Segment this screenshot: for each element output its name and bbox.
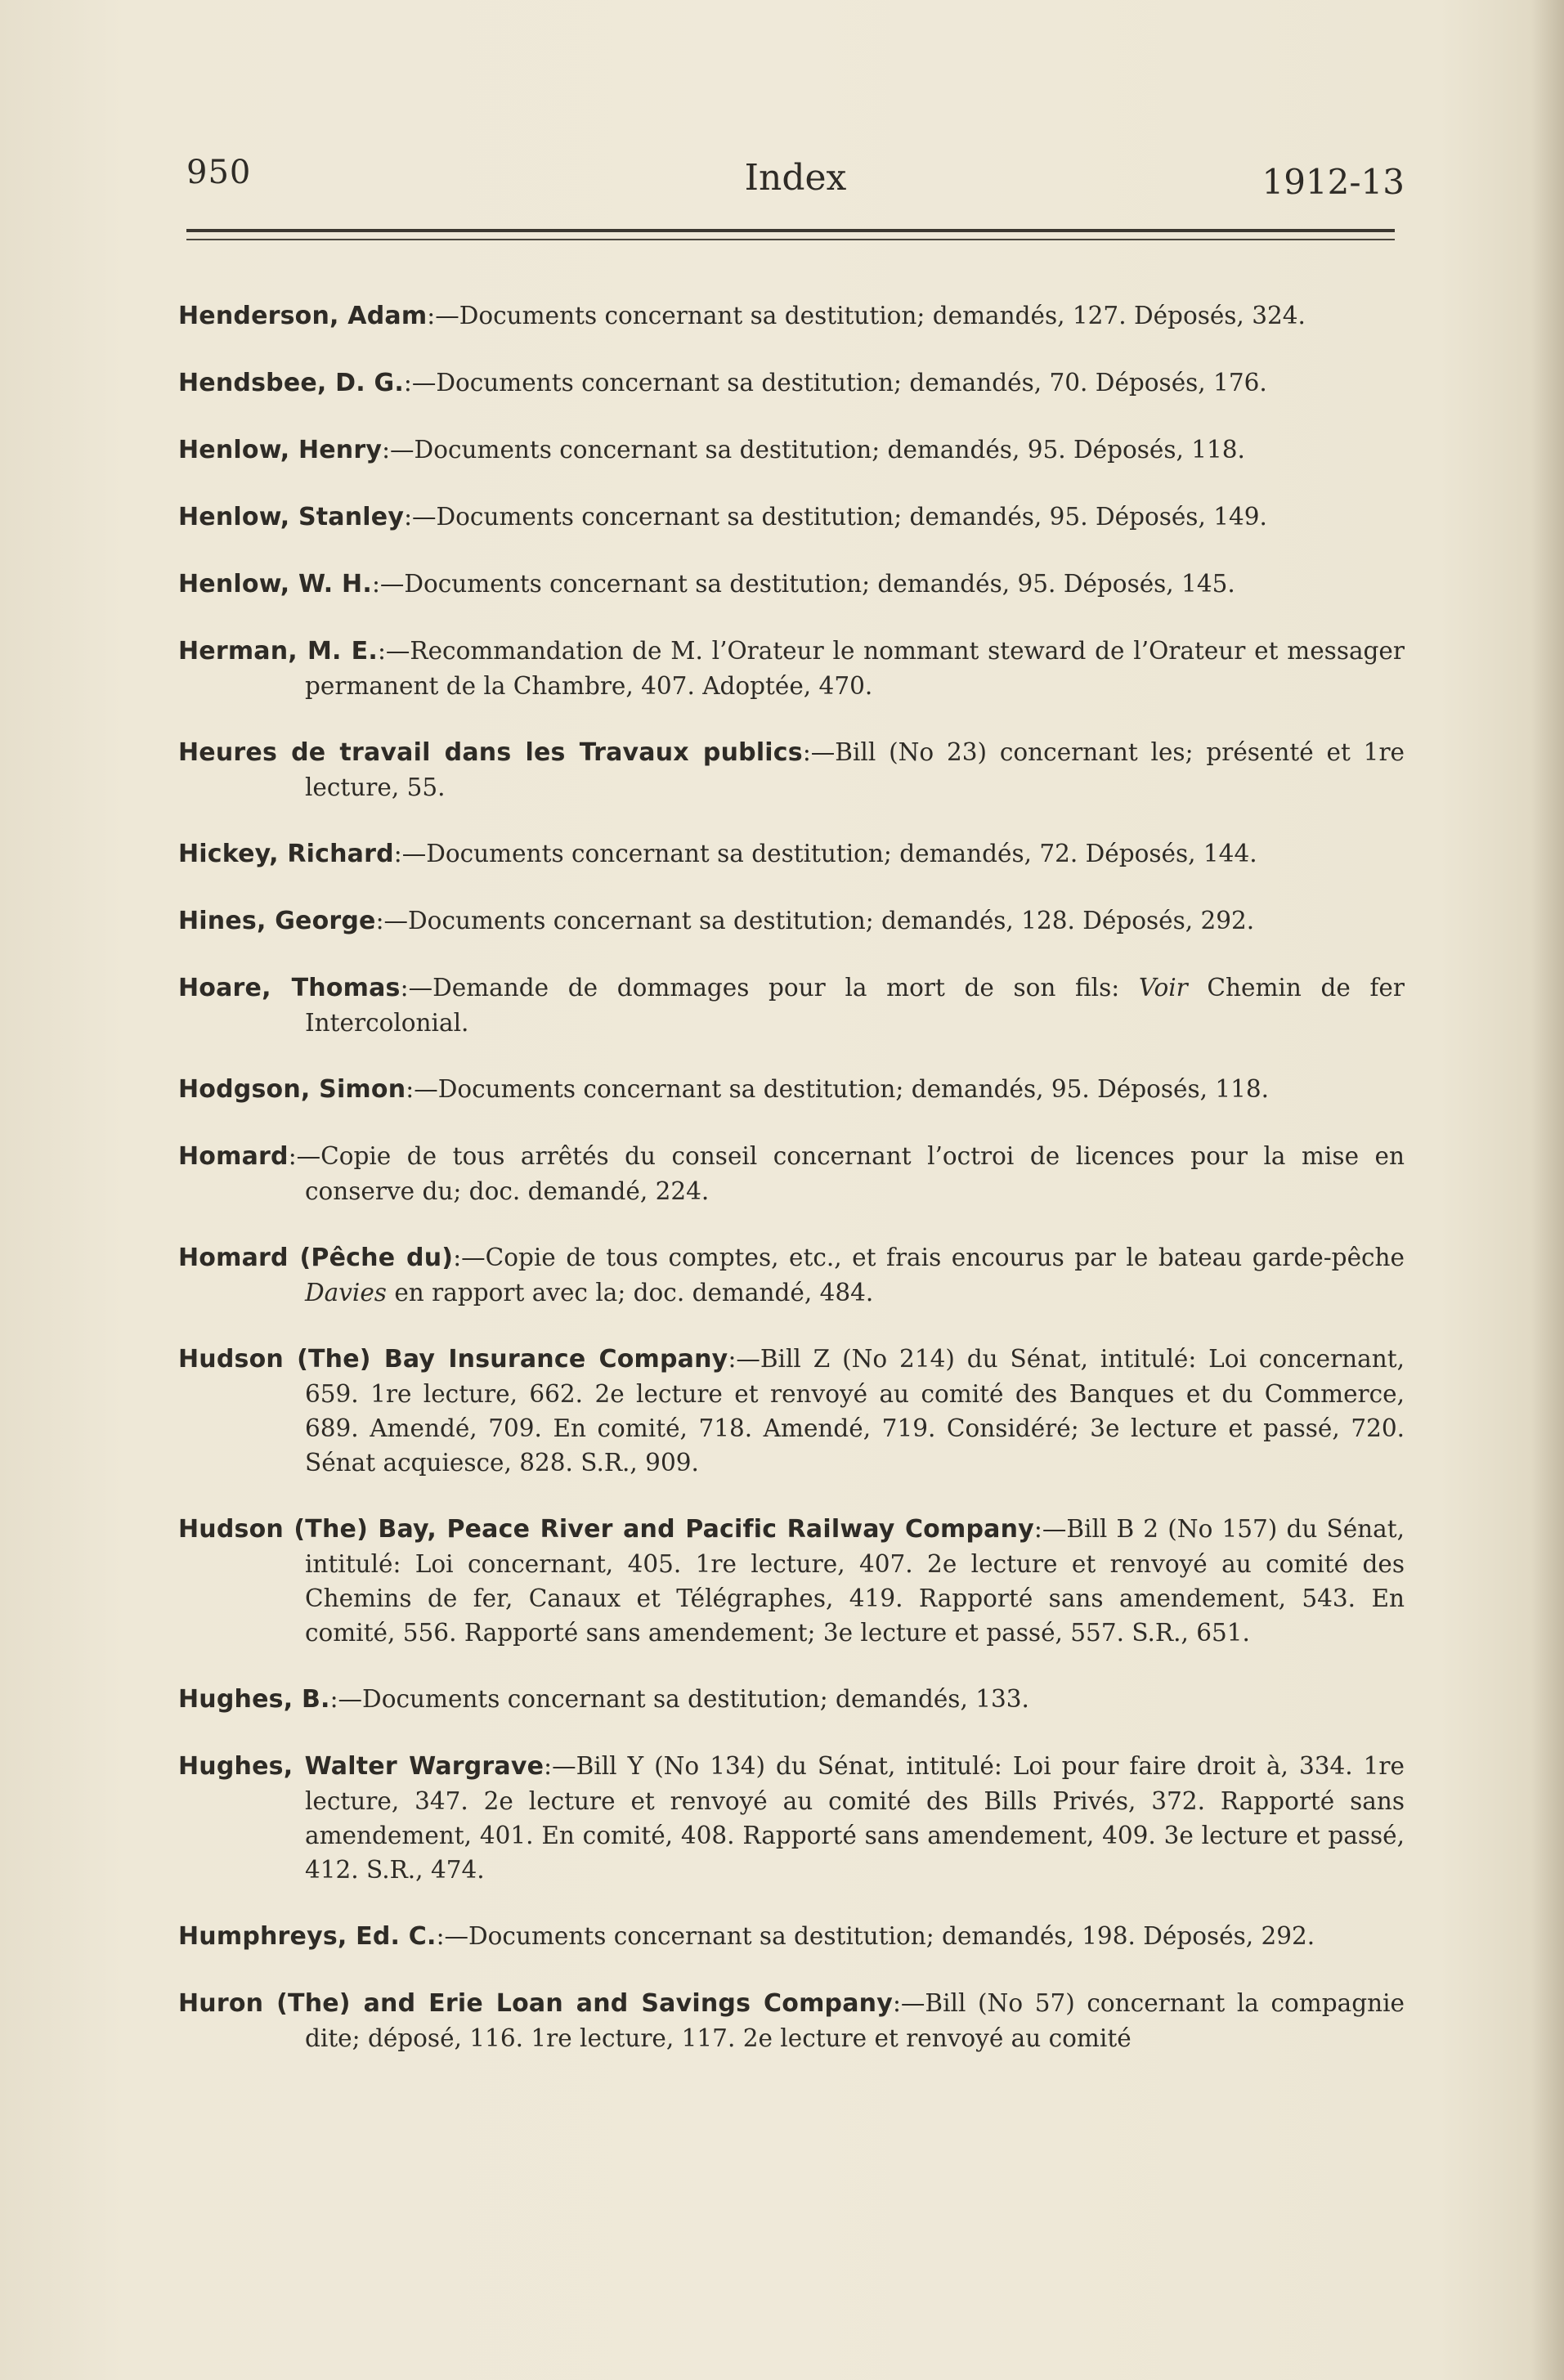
entry-headword: Henlow, Stanley [178, 502, 405, 531]
index-entry [178, 970, 1405, 1040]
entry-headword: Hodgson, Simon [178, 1074, 406, 1104]
entry-text: :—Bill Y (No 134) du Sénat, intitulé: Loi pour faire droit à, 334. 1re lecture, 347. 2e lecture et renvoyé au comité des Bills Privés, 372. Rapporté sans amendement, 401. En comité, 408. Rapporté sans amendement, 409. 3e lecture et passé, 412. S.R., 474. [305, 1751, 1405, 1884]
entry-text: :—Documents concernant sa destitution; demandés, 95. Déposés, 118. [406, 1074, 1270, 1103]
index-entry [178, 1749, 1405, 1887]
entry-text: :—Copie de tous comptes, etc., et frais encourus par le bateau garde-pêche [453, 1243, 1405, 1271]
entry-headword: Heures de travail dans les Travaux publics [178, 737, 803, 767]
index-entry [178, 1240, 1405, 1310]
entry-headword: Hudson (The) Bay Insurance Company [178, 1344, 728, 1374]
index-entry [178, 903, 1405, 939]
entry-headword: Hoare, Thomas [178, 973, 401, 1002]
header-rule-thick [186, 229, 1395, 232]
entry-headword: Homard (Pêche du) [178, 1243, 454, 1272]
header-rule-thin [186, 239, 1395, 240]
entry-text: :—Documents concernant sa destitution; demandés, 70. Déposés, 176. [403, 368, 1267, 397]
entry-text: :—Documents concernant sa destitution; demandés, 198. Déposés, 292. [436, 1921, 1315, 1950]
index-entry [178, 500, 1405, 535]
running-title: Index [744, 157, 847, 199]
index-entry [178, 433, 1405, 468]
entry-headword: Hughes, Walter Wargrave [178, 1751, 544, 1781]
index-entry [178, 365, 1405, 401]
entry-headword: Hines, George [178, 906, 376, 935]
page-number: 950 [186, 154, 252, 191]
entry-headword: Homard [178, 1141, 289, 1171]
index-entry [178, 567, 1405, 602]
entry-text: :—Documents concernant sa destitution; demandés, 127. Déposés, 324. [427, 301, 1306, 329]
entry-text: :—Bill (No 57) concernant la compagnie dite; déposé, 116. 1re lecture, 117. 2e lecture et renvoyé au comité [305, 1988, 1405, 2052]
entry-text: :—Documents concernant sa destitution; demandés, 95. Déposés, 118. [382, 435, 1245, 464]
entry-headword: Humphreys, Ed. C. [178, 1921, 437, 1951]
index-entry [178, 1072, 1405, 1107]
index-entry [178, 1342, 1405, 1480]
year-range: 1912-13 [1262, 162, 1405, 202]
entry-headword: Hughes, B. [178, 1684, 330, 1714]
entry-headword: Hickey, Richard [178, 839, 394, 868]
entry-text: :—Bill B 2 (No 157) du Sénat, intitulé: Loi concernant, 405. 1re lecture, 407. 2e lecture et renvoyé au comité des Chemins de fer, Canaux et Télégraphes, 419. Rapporté sans amendement, 543. En comité, 556. Rapporté sans amendement; 3e lecture et passé, 557. S.R., 651. [305, 1514, 1405, 1647]
entry-text: :—Documents concernant sa destitution; demandés, 95. Déposés, 149. [404, 502, 1267, 531]
index-entry [178, 298, 1405, 334]
entry-text: :—Documents concernant sa destitution; demandés, 95. Déposés, 145. [371, 569, 1235, 598]
entry-text: :—Demande de dommages pour la mort de son fils: [400, 973, 1120, 1002]
entry-headword: Herman, M. E. [178, 636, 378, 666]
index-entry [178, 836, 1405, 872]
entry-text: :—Documents concernant sa destitution; demandés, 128. Déposés, 292. [375, 906, 1255, 935]
entry-headword: Hudson (The) Bay, Peace River and Pacific Railway Company [178, 1514, 1034, 1544]
index-entry [178, 1919, 1405, 1954]
index-entry [178, 634, 1405, 703]
entry-text: :—Bill (No 23) concernant les; présenté et 1re lecture, 55. [305, 737, 1405, 801]
index-entry [178, 1139, 1405, 1208]
entry-text-tail: Chemin de fer Intercolonial. [305, 973, 1405, 1037]
page-header [186, 154, 1405, 211]
index-entry [178, 1986, 1405, 2055]
entry-text: :—Copie de tous arrêtés du conseil concernant l’octroi de licences pour la mise en conserve du; doc. demandé, 224. [288, 1141, 1405, 1205]
entry-headword: Henlow, W. H. [178, 569, 372, 598]
index-entry [178, 1682, 1405, 1717]
entry-text: :—Recommandation de M. l’Orateur le nommant steward de l’Orateur et messager permanent de la Chambre, 407. Adoptée, 470. [305, 636, 1405, 700]
entry-headword: Huron (The) and Erie Loan and Savings Company [178, 1988, 893, 2018]
entry-headword: Hendsbee, D. G. [178, 368, 404, 397]
page-edge-shadow [1531, 0, 1564, 2380]
entry-headword: Henderson, Adam [178, 301, 428, 330]
index-entry [178, 1512, 1405, 1650]
entry-italic: Davies [305, 1278, 387, 1307]
entry-text: :—Documents concernant sa destitution; demandés, 72. Déposés, 144. [393, 839, 1257, 867]
index-entry [178, 735, 1405, 805]
entry-headword: Henlow, Henry [178, 435, 383, 464]
entry-text: :—Documents concernant sa destitution; demandés, 133. [329, 1684, 1029, 1713]
entry-text: :—Bill Z (No 214) du Sénat, intitulé: Loi concernant, 659. 1re lecture, 662. 2e lecture et renvoyé au comité des Banques et du Commerce, 689. Amendé, 709. En comité, 718. Amendé, 719. Considéré; 3e lecture et passé, 720. Sénat acquiesce, 828. S.R., 909. [305, 1344, 1405, 1477]
index-entries [178, 274, 1405, 2087]
entry-text-tail: en rapport avec la; doc. demandé, 484. [394, 1278, 874, 1307]
entry-italic: Voir [1138, 973, 1188, 1002]
